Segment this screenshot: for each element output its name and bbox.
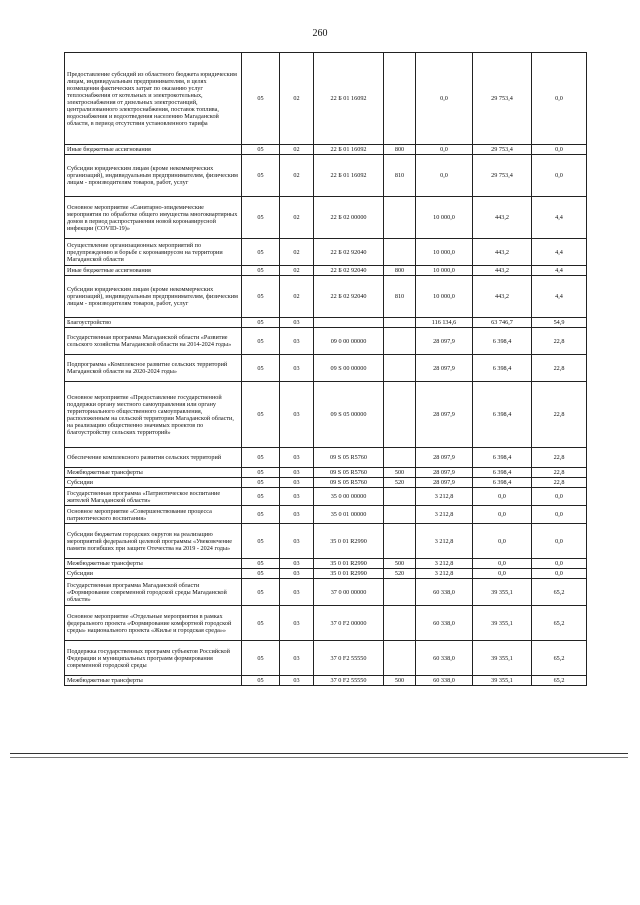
cell-name: Поддержка государственных программ субъектов Российской Федерации и муниципальных программ формирования современной городской среды <box>65 641 242 676</box>
table-row <box>65 579 587 606</box>
cell-expense-type <box>384 239 416 266</box>
cell-target-item: 35 0 01 R2990 <box>314 559 384 569</box>
cell-target-item: 22 Б 01 16092 <box>314 53 384 145</box>
cell-percent: 22,8 <box>532 382 587 448</box>
cell-name: Основное мероприятие «Отдельные мероприятия в рамках федерального проекта «Формирование комфортной городской среды» национального проекта «Жилье и городская среда»» <box>65 606 242 641</box>
cell-expense-type: 810 <box>384 276 416 318</box>
cell-approved: 3 212,8 <box>416 488 473 506</box>
cell-target-item: 09 S 05 00000 <box>314 382 384 448</box>
table-row <box>65 145 587 155</box>
cell-target-item: 09 0 00 00000 <box>314 328 384 355</box>
cell-target-item: 22 Б 02 00000 <box>314 197 384 239</box>
cell-subsection: 03 <box>280 448 314 468</box>
cell-expense-type: 800 <box>384 266 416 276</box>
cell-section: 05 <box>242 145 280 155</box>
cell-subsection: 02 <box>280 53 314 145</box>
cell-approved: 28 097,9 <box>416 382 473 448</box>
cell-subsection: 03 <box>280 559 314 569</box>
cell-target-item: 37 0 00 00000 <box>314 579 384 606</box>
table-row <box>65 468 587 478</box>
cell-expense-type <box>384 579 416 606</box>
cell-subsection: 03 <box>280 524 314 559</box>
cell-approved: 28 097,9 <box>416 478 473 488</box>
cell-executed: 6 398,4 <box>473 448 532 468</box>
cell-name: Благоустройство <box>65 318 242 328</box>
cell-executed: 443,2 <box>473 266 532 276</box>
cell-executed: 39 355,1 <box>473 641 532 676</box>
cell-executed: 6 398,4 <box>473 382 532 448</box>
cell-percent: 65,2 <box>532 606 587 641</box>
cell-target-item: 22 Б 02 92040 <box>314 266 384 276</box>
cell-approved: 10 000,0 <box>416 239 473 266</box>
cell-name: Межбюджетные трансферты <box>65 676 242 686</box>
table-row <box>65 641 587 676</box>
cell-expense-type: 500 <box>384 559 416 569</box>
cell-expense-type <box>384 328 416 355</box>
cell-approved: 3 212,8 <box>416 559 473 569</box>
cell-subsection: 03 <box>280 506 314 524</box>
cell-target-item: 22 Б 01 16092 <box>314 145 384 155</box>
cell-expense-type <box>384 197 416 239</box>
cell-percent: 22,8 <box>532 328 587 355</box>
cell-approved: 60 338,0 <box>416 641 473 676</box>
cell-name: Государственная программа Магаданской области «Формирование современной городской среды Магаданской области» <box>65 579 242 606</box>
cell-approved: 0,0 <box>416 155 473 197</box>
cell-section: 05 <box>242 676 280 686</box>
cell-section: 05 <box>242 569 280 579</box>
cell-subsection: 03 <box>280 382 314 448</box>
cell-expense-type: 500 <box>384 676 416 686</box>
cell-target-item: 35 0 01 R2990 <box>314 524 384 559</box>
table-row <box>65 569 587 579</box>
cell-expense-type: 500 <box>384 468 416 478</box>
table-row <box>65 478 587 488</box>
cell-target-item: 22 Б 02 92040 <box>314 239 384 266</box>
cell-section: 05 <box>242 266 280 276</box>
cell-name: Субсидии юридическим лицам (кроме некоммерческих организаций), индивидуальным предпринимателям, физическим лицам - производителям товаров, работ, услуг <box>65 276 242 318</box>
cell-section: 05 <box>242 448 280 468</box>
table-row <box>65 155 587 197</box>
cell-subsection: 03 <box>280 606 314 641</box>
cell-subsection: 03 <box>280 641 314 676</box>
table-row <box>65 276 587 318</box>
cell-target-item: 09 S 05 R5760 <box>314 448 384 468</box>
cell-percent: 4,4 <box>532 266 587 276</box>
cell-section: 05 <box>242 524 280 559</box>
cell-expense-type: 520 <box>384 478 416 488</box>
cell-approved: 60 338,0 <box>416 579 473 606</box>
cell-name: Субсидии <box>65 569 242 579</box>
table-row <box>65 53 587 145</box>
cell-approved: 60 338,0 <box>416 676 473 686</box>
cell-target-item: 09 S 00 00000 <box>314 355 384 382</box>
cell-percent: 0,0 <box>532 155 587 197</box>
cell-executed: 0,0 <box>473 488 532 506</box>
cell-name: Основное мероприятие «Предоставление государственной поддержки органу местного самоуправления или органу территориального общественного самоуправления, расположенным на сельской территории Магаданской области, на реализацию общественно значимых проектов по благоустройству сельских территорий» <box>65 382 242 448</box>
cell-approved: 116 134,6 <box>416 318 473 328</box>
cell-name: Основное мероприятие «Совершенствование процесса патриотического воспитания» <box>65 506 242 524</box>
cell-executed: 443,2 <box>473 239 532 266</box>
page-number: 260 <box>312 28 328 39</box>
cell-percent: 0,0 <box>532 145 587 155</box>
table-row <box>65 559 587 569</box>
cell-executed: 443,2 <box>473 276 532 318</box>
cell-target-item: 09 S 05 R5760 <box>314 468 384 478</box>
cell-expense-type <box>384 448 416 468</box>
cell-executed: 29 753,4 <box>473 145 532 155</box>
cell-subsection: 03 <box>280 488 314 506</box>
cell-expense-type <box>384 641 416 676</box>
cell-section: 05 <box>242 606 280 641</box>
cell-percent: 4,4 <box>532 276 587 318</box>
cell-subsection: 03 <box>280 468 314 478</box>
table-row <box>65 606 587 641</box>
table-row <box>65 488 587 506</box>
cell-expense-type <box>384 506 416 524</box>
cell-name: Иные бюджетные ассигнования <box>65 145 242 155</box>
cell-section: 05 <box>242 506 280 524</box>
cell-section: 05 <box>242 328 280 355</box>
cell-subsection: 03 <box>280 569 314 579</box>
footer-rule-secondary <box>10 757 628 758</box>
cell-name: Обеспечение комплексного развития сельских территорий <box>65 448 242 468</box>
cell-subsection: 03 <box>280 478 314 488</box>
cell-section: 05 <box>242 318 280 328</box>
cell-target-item: 37 0 F2 55550 <box>314 641 384 676</box>
cell-expense-type <box>384 53 416 145</box>
cell-executed: 6 398,4 <box>473 328 532 355</box>
table-row <box>65 524 587 559</box>
cell-executed: 29 753,4 <box>473 155 532 197</box>
cell-percent: 0,0 <box>532 488 587 506</box>
cell-subsection: 03 <box>280 355 314 382</box>
cell-name: Подпрограмма «Комплексное развитие сельских территорий Магаданской области на 2020-2024 годы» <box>65 355 242 382</box>
cell-section: 05 <box>242 239 280 266</box>
cell-subsection: 02 <box>280 155 314 197</box>
cell-approved: 10 000,0 <box>416 197 473 239</box>
cell-target-item <box>314 318 384 328</box>
budget-table <box>64 52 587 686</box>
cell-expense-type: 800 <box>384 145 416 155</box>
cell-name: Государственная программа Магаданской области «Развитие сельского хозяйства Магаданской области на 2014-2024 годы» <box>65 328 242 355</box>
cell-percent: 0,0 <box>532 506 587 524</box>
cell-percent: 0,0 <box>532 53 587 145</box>
cell-approved: 3 212,8 <box>416 506 473 524</box>
cell-subsection: 03 <box>280 318 314 328</box>
cell-section: 05 <box>242 579 280 606</box>
cell-percent: 22,8 <box>532 468 587 478</box>
cell-subsection: 03 <box>280 328 314 355</box>
cell-percent: 65,2 <box>532 641 587 676</box>
cell-executed: 0,0 <box>473 506 532 524</box>
cell-executed: 6 398,4 <box>473 355 532 382</box>
cell-approved: 10 000,0 <box>416 276 473 318</box>
cell-expense-type: 520 <box>384 569 416 579</box>
cell-percent: 0,0 <box>532 559 587 569</box>
cell-executed: 63 746,7 <box>473 318 532 328</box>
cell-subsection: 03 <box>280 579 314 606</box>
cell-name: Иные бюджетные ассигнования <box>65 266 242 276</box>
cell-target-item: 09 S 05 R5760 <box>314 478 384 488</box>
cell-executed: 0,0 <box>473 569 532 579</box>
cell-executed: 6 398,4 <box>473 478 532 488</box>
cell-section: 05 <box>242 53 280 145</box>
cell-approved: 3 212,8 <box>416 569 473 579</box>
cell-section: 05 <box>242 488 280 506</box>
cell-subsection: 02 <box>280 197 314 239</box>
table-row <box>65 318 587 328</box>
cell-executed: 0,0 <box>473 524 532 559</box>
cell-percent: 54,9 <box>532 318 587 328</box>
cell-section: 05 <box>242 478 280 488</box>
cell-approved: 0,0 <box>416 145 473 155</box>
cell-executed: 443,2 <box>473 197 532 239</box>
cell-executed: 39 355,1 <box>473 676 532 686</box>
cell-section: 05 <box>242 276 280 318</box>
table-row <box>65 676 587 686</box>
cell-expense-type <box>384 355 416 382</box>
cell-approved: 28 097,9 <box>416 328 473 355</box>
cell-section: 05 <box>242 197 280 239</box>
cell-name: Межбюджетные трансферты <box>65 468 242 478</box>
cell-subsection: 03 <box>280 676 314 686</box>
cell-approved: 3 212,8 <box>416 524 473 559</box>
table-row <box>65 506 587 524</box>
cell-section: 05 <box>242 559 280 569</box>
cell-name: Осуществление организационных мероприятий по предупреждению и борьбе с коронавирусом на территории Магаданской области <box>65 239 242 266</box>
cell-target-item: 35 0 00 00000 <box>314 488 384 506</box>
cell-percent: 4,4 <box>532 197 587 239</box>
table-row <box>65 328 587 355</box>
cell-section: 05 <box>242 382 280 448</box>
cell-target-item: 37 0 F2 55550 <box>314 676 384 686</box>
cell-executed: 29 753,4 <box>473 53 532 145</box>
cell-expense-type <box>384 382 416 448</box>
cell-approved: 60 338,0 <box>416 606 473 641</box>
cell-expense-type: 810 <box>384 155 416 197</box>
cell-approved: 28 097,9 <box>416 355 473 382</box>
cell-section: 05 <box>242 355 280 382</box>
cell-percent: 22,8 <box>532 478 587 488</box>
cell-approved: 28 097,9 <box>416 448 473 468</box>
budget-table-body <box>65 53 587 686</box>
cell-expense-type <box>384 606 416 641</box>
cell-expense-type <box>384 318 416 328</box>
cell-percent: 65,2 <box>532 676 587 686</box>
table-row <box>65 266 587 276</box>
cell-name: Межбюджетные трансферты <box>65 559 242 569</box>
cell-percent: 22,8 <box>532 448 587 468</box>
table-row <box>65 197 587 239</box>
cell-percent: 22,8 <box>532 355 587 382</box>
cell-executed: 0,0 <box>473 559 532 569</box>
cell-subsection: 02 <box>280 145 314 155</box>
cell-expense-type <box>384 488 416 506</box>
cell-subsection: 02 <box>280 266 314 276</box>
cell-name: Государственная программа «Патриотическое воспитание жителей Магаданской области» <box>65 488 242 506</box>
cell-approved: 0,0 <box>416 53 473 145</box>
cell-executed: 39 355,1 <box>473 606 532 641</box>
cell-expense-type <box>384 524 416 559</box>
cell-subsection: 02 <box>280 239 314 266</box>
cell-approved: 10 000,0 <box>416 266 473 276</box>
footer-rule <box>10 753 628 754</box>
cell-section: 05 <box>242 468 280 478</box>
cell-section: 05 <box>242 641 280 676</box>
cell-name: Субсидии <box>65 478 242 488</box>
table-row <box>65 355 587 382</box>
cell-target-item: 22 Б 02 92040 <box>314 276 384 318</box>
cell-approved: 28 097,9 <box>416 468 473 478</box>
cell-name: Предоставление субсидий из областного бюджета юридическим лицам, индивидуальным предпринимателям, в целях возмещения фактических затрат по оказанию услуг теплоснабжения от котельных и электрокотельных, электроснабжения от дизельных электростанций, централизованного электроснабжения, поставок топлива, водоснабжения и водоотведения населению Магаданской области, в период отсутствия установленного тарифа <box>65 53 242 145</box>
cell-percent: 65,2 <box>532 579 587 606</box>
cell-name: Субсидии юридическим лицам (кроме некоммерческих организаций), индивидуальным предпринимателям, физическим лицам - производителям товаров, работ, услуг <box>65 155 242 197</box>
cell-executed: 39 355,1 <box>473 579 532 606</box>
table-row <box>65 382 587 448</box>
cell-percent: 4,4 <box>532 239 587 266</box>
table-row <box>65 239 587 266</box>
cell-subsection: 02 <box>280 276 314 318</box>
cell-percent: 0,0 <box>532 569 587 579</box>
cell-target-item: 35 0 01 R2990 <box>314 569 384 579</box>
cell-target-item: 35 0 01 00000 <box>314 506 384 524</box>
cell-name: Субсидии бюджетам городских округов на реализацию мероприятий федеральной целевой программы «Увековечение памяти погибших при защите Отечества на 2019 - 2024 годы» <box>65 524 242 559</box>
cell-target-item: 37 0 F2 00000 <box>314 606 384 641</box>
cell-name: Основное мероприятие «Санитарно-эпидемические мероприятия по обработке общего имущества многоквартирных домов в период распространения новой коронавирусной инфекции (COVID-19)» <box>65 197 242 239</box>
cell-percent: 0,0 <box>532 524 587 559</box>
cell-section: 05 <box>242 155 280 197</box>
cell-target-item: 22 Б 01 16092 <box>314 155 384 197</box>
table-row <box>65 448 587 468</box>
cell-executed: 6 398,4 <box>473 468 532 478</box>
